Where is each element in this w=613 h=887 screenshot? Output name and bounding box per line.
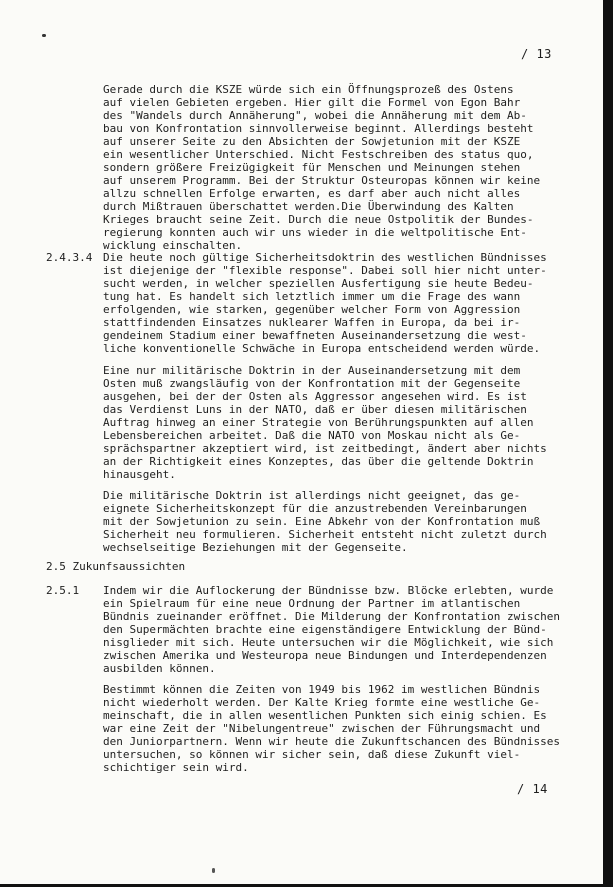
- page-number-bottom: / 14: [517, 782, 548, 796]
- text-line: Auftrag hinweg an einer Strategie von Berührungspunkten auf allen: [103, 416, 534, 429]
- text-line: auf unserem Programm. Bei der Struktur Osteuropas können wir keine: [103, 174, 541, 187]
- text-line: erfolgenden, wie starken, gegenüber welcher Form von Aggression: [103, 303, 521, 316]
- text-line: Osten muß zwangsläufig von der Konfrontation mit der Gegenseite: [103, 377, 521, 390]
- section-heading: 2.5 Zukunfsaussichten: [46, 560, 186, 573]
- text-line: Bestimmt können die Zeiten von 1949 bis 1962 im westlichen Bündnis: [103, 683, 541, 696]
- text-line: schichtiger sein wird.: [103, 761, 249, 774]
- scan-border-right: [603, 0, 613, 887]
- text-line: tung hat. Es handelt sich letztlich immer um die Frage des wann: [103, 290, 521, 303]
- text-line: ist diejenige der "flexible response". Dabei soll hier nicht unter-: [103, 264, 547, 277]
- page-number-top: / 13: [521, 47, 552, 61]
- text-line: wicklung einschalten.: [103, 239, 243, 252]
- text-line: ausgehen, bei der der Osten als Aggressor angesehen wird. Es ist: [103, 390, 527, 403]
- text-line: durch Mißtrauen überschattet werden.Die Überwindung des Kalten: [103, 200, 514, 213]
- text-line: Indem wir die Auflockerung der Bündnisse bzw. Blöcke erlebten, wurde: [103, 584, 554, 597]
- text-line: gendeinem Stadium einer bewaffneten Auseinandersetzung die west-: [103, 329, 527, 342]
- text-line: den Supermächten brachte eine eigenständigere Entwicklung der Bünd-: [103, 623, 547, 636]
- text-line: wechselseitige Beziehungen mit der Gegenseite.: [103, 541, 408, 554]
- text-line: Sicherheit neu formulieren. Sicherheit entsteht nicht zuletzt durch: [103, 528, 547, 541]
- paragraph-number: 2.5.1: [46, 584, 80, 597]
- text-line: meinschaft, die in allen wesentlichen Punkten sich einig schien. Es: [103, 709, 547, 722]
- text-line: stattfindenden Einsatzes nuklearer Waffen in Europa, da bei ir-: [103, 316, 521, 329]
- text-line: an der Richtigkeit eines Konzeptes, das über die geltende Doktrin: [103, 455, 534, 468]
- text-line: ein wesentlicher Unterschied. Nicht Festschreiben des status quo,: [103, 148, 534, 161]
- paragraph: [103, 251, 591, 355]
- text-line: ausbilden können.: [103, 662, 216, 675]
- scan-speck: [42, 34, 46, 37]
- text-line: auf vielen Gebieten ergeben. Hier gilt die Formel von Egon Bahr: [103, 96, 521, 109]
- text-line: war eine Zeit der "Nibelungentreue" zwischen der Führungsmacht und: [103, 722, 541, 735]
- paragraph: [103, 584, 591, 675]
- text-line: Krieges braucht seine Zeit. Durch die neue Ostpolitik der Bundes-: [103, 213, 534, 226]
- text-line: Lebensbereichen arbeitet. Daß die NATO von Moskau nicht als Ge-: [103, 429, 521, 442]
- text-line: liche konventionelle Schwäche in Europa entscheidend werden würde.: [103, 342, 541, 355]
- text-line: sprächspartner akzeptiert wird, ist zeitbedingt, ändert aber nichts: [103, 442, 547, 455]
- text-line: Die heute noch gültige Sicherheitsdoktrin des westlichen Bündnisses: [103, 251, 547, 264]
- text-line: mit der Sowjetunion zu sein. Eine Abkehr von der Konfrontation muß: [103, 515, 541, 528]
- text-line: den Juniorpartnern. Wenn wir heute die Zukunftschancen des Bündnisses: [103, 735, 560, 748]
- text-line: ein Spielraum für eine neue Ordnung der Partner im atlantischen: [103, 597, 521, 610]
- text-line: eignete Sicherheitskonzept für die anzustrebenden Vereinbarungen: [103, 502, 527, 515]
- paragraph: [103, 83, 591, 252]
- paragraph: [103, 489, 591, 554]
- paragraph: [103, 364, 591, 481]
- text-line: untersuchen, so können wir sicher sein, daß diese Zukunft viel-: [103, 748, 521, 761]
- text-line: zwischen Amerika und Westeuropa neue Bindungen und Interdependenzen: [103, 649, 547, 662]
- text-line: auf unserer Seite zu den Absichten der Sowjetunion mit der KSZE: [103, 135, 521, 148]
- text-line: Die militärische Doktrin ist allerdings nicht geeignet, das ge-: [103, 489, 521, 502]
- text-line: nicht wiederholt werden. Der Kalte Krieg formte eine westliche Ge-: [103, 696, 541, 709]
- text-line: regierung konnten auch wir uns wieder in die weltpolitische Ent-: [103, 226, 527, 239]
- text-line: Gerade durch die KSZE würde sich ein Öffnungsprozeß des Ostens: [103, 83, 514, 96]
- text-line: bau von Konfrontation sinnvollerweise beginnt. Allerdings besteht: [103, 122, 534, 135]
- text-line: sucht werden, in welcher speziellen Ausfertigung sie heute Bedeu-: [103, 277, 534, 290]
- text-line: hinausgeht.: [103, 468, 176, 481]
- text-line: das Verdienst Luns in der NATO, daß er über diesen militärischen: [103, 403, 527, 416]
- scan-speck: [212, 868, 215, 873]
- paragraph-number: 2.4.3.4: [46, 251, 93, 264]
- text-line: Eine nur militärische Doktrin in der Auseinandersetzung mit dem: [103, 364, 521, 377]
- text-line: nisglieder mit sich. Heute untersuchen wir die Möglichkeit, wie sich: [103, 636, 554, 649]
- text-line: sondern größere Freizügigkeit für Menschen und Meinungen stehen: [103, 161, 521, 174]
- text-line: des "Wandels durch Annäherung", wobei die Annäherung mit dem Ab-: [103, 109, 527, 122]
- paragraph: [103, 683, 591, 774]
- text-line: allzu schnellen Erfolge erwarten, es darf aber auch nicht alles: [103, 187, 521, 200]
- text-line: Bündnis zueinander eröffnet. Die Milderung der Konfrontation zwischen: [103, 610, 560, 623]
